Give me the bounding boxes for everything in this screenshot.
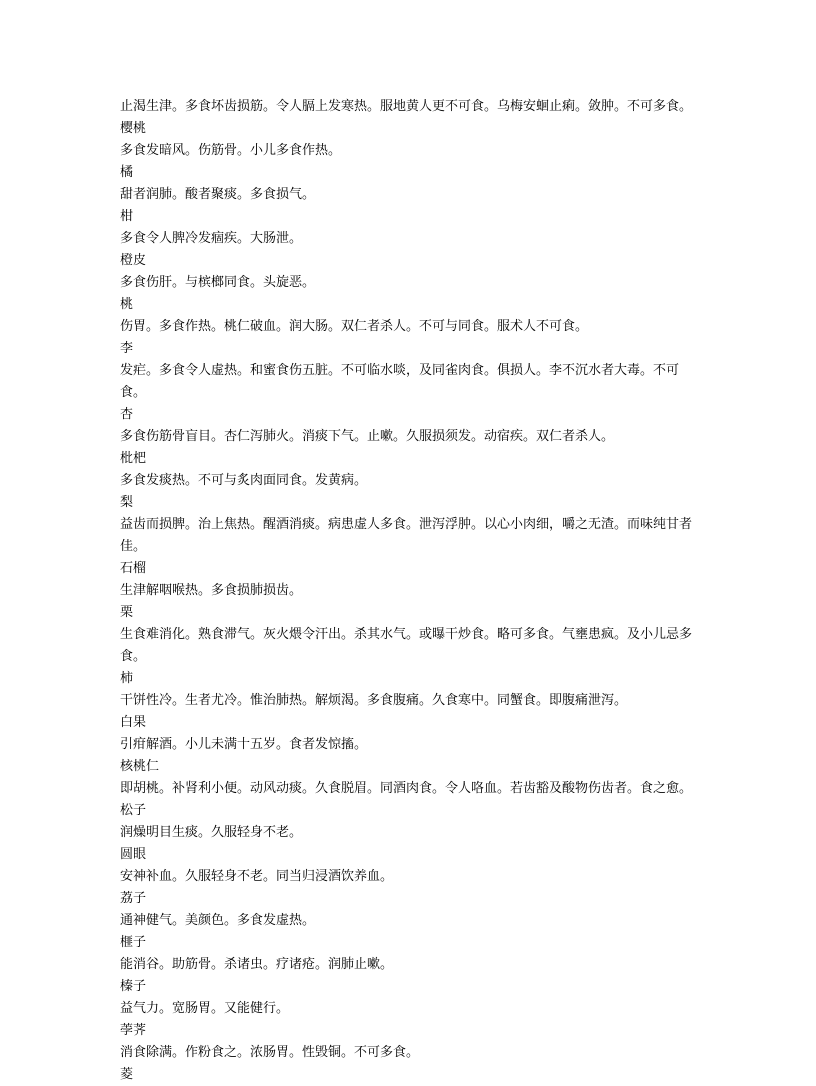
entry-body: 多食伤筋骨盲目。杏仁泻肺火。消痰下气。止嗽。久服损须发。动宿疾。双仁者杀人。 xyxy=(120,429,615,444)
entry-body: 通神健气。美颜色。多食发虚热。 xyxy=(120,913,316,928)
entry-title-last: 菱 xyxy=(120,1067,134,1082)
entry-body: 生食难消化。熟食滞气。灰火煨令汗出。杀其水气。或曝干炒食。略可多食。气壅患疯。及小儿忌多食。 xyxy=(120,627,693,664)
intro-paragraph: 止渴生津。多食坏齿损筋。令人膈上发寒热。服地黄人更不可食。乌梅安蛔止痢。敛肿。不可多食。 xyxy=(120,99,693,114)
entry-list xyxy=(120,118,696,1064)
entry-title: 樱桃 xyxy=(120,121,147,136)
entry-body: 干饼性冷。生者尤冷。惟治肺热。解烦渴。多食腹痛。久食寒中。同蟹食。即腹痛泄泻。 xyxy=(120,693,628,708)
entry-title: 梨 xyxy=(120,495,134,510)
entry-title: 荔子 xyxy=(120,891,147,906)
entry-body: 生津解咽喉热。多食损肺损齿。 xyxy=(120,583,303,598)
entry-title: 橘 xyxy=(120,165,134,180)
entry-title: 杏 xyxy=(120,407,134,422)
entry-body: 润燥明目生痰。久服轻身不老。 xyxy=(120,825,303,840)
entry-body: 多食伤肝。与槟榔同食。头旋恶。 xyxy=(120,275,316,290)
entry-body: 多食发痰热。不可与炙肉面同食。发黄病。 xyxy=(120,473,368,488)
entry-title: 橙皮 xyxy=(120,253,147,268)
entry-title: 荸荠 xyxy=(120,1023,147,1038)
entry-title: 石榴 xyxy=(120,561,147,576)
document-page xyxy=(120,96,696,1086)
entry-body: 发疟。多食令人虚热。和蜜食伤五脏。不可临水啖，及同雀肉食。俱损人。李不沉水者大毒。不可食。 xyxy=(120,363,680,400)
entry-title: 松子 xyxy=(120,803,147,818)
entry-title: 李 xyxy=(120,341,134,356)
entry-body: 多食令人脾冷发痼疾。大肠泄。 xyxy=(120,231,303,246)
entry-body: 益气力。宽肠胃。又能健行。 xyxy=(120,1001,290,1016)
entry-body: 即胡桃。补肾利小便。动风动痰。久食脱眉。同酒肉食。令人咯血。若齿豁及酸物伤齿者。食之愈。 xyxy=(120,781,693,796)
entry-title: 栗 xyxy=(120,605,134,620)
entry-body: 益齿而损脾。治上焦热。醒酒消痰。病患虚人多食。泄泻浮肿。以心小肉细，嚼之无渣。而味纯甘者佳。 xyxy=(120,517,693,554)
entry-title: 圆眼 xyxy=(120,847,147,862)
entry-body: 多食发暗风。伤筋骨。小儿多食作热。 xyxy=(120,143,342,158)
entry-body: 能消谷。助筋骨。杀诸虫。疗诸疮。润肺止嗽。 xyxy=(120,957,394,972)
entry-title: 柿 xyxy=(120,671,134,686)
entry-title: 柑 xyxy=(120,209,134,224)
entry-title: 核桃仁 xyxy=(120,759,160,774)
entry-body: 伤胃。多食作热。桃仁破血。润大肠。双仁者杀人。不可与同食。服术人不可食。 xyxy=(120,319,589,334)
entry-title: 榛子 xyxy=(120,979,147,994)
entry-body: 引疳解酒。小儿未满十五岁。食者发惊搐。 xyxy=(120,737,368,752)
entry-title: 枇杷 xyxy=(120,451,147,466)
entry-body: 消食除满。作粉食之。浓肠胃。性毁铜。不可多食。 xyxy=(120,1045,420,1060)
entry-title: 桃 xyxy=(120,297,134,312)
entry-body: 甜者润肺。酸者聚痰。多食损气。 xyxy=(120,187,316,202)
entry-title: 白果 xyxy=(120,715,147,730)
entry-title: 榧子 xyxy=(120,935,147,950)
entry-body: 安神补血。久服轻身不老。同当归浸酒饮养血。 xyxy=(120,869,394,884)
